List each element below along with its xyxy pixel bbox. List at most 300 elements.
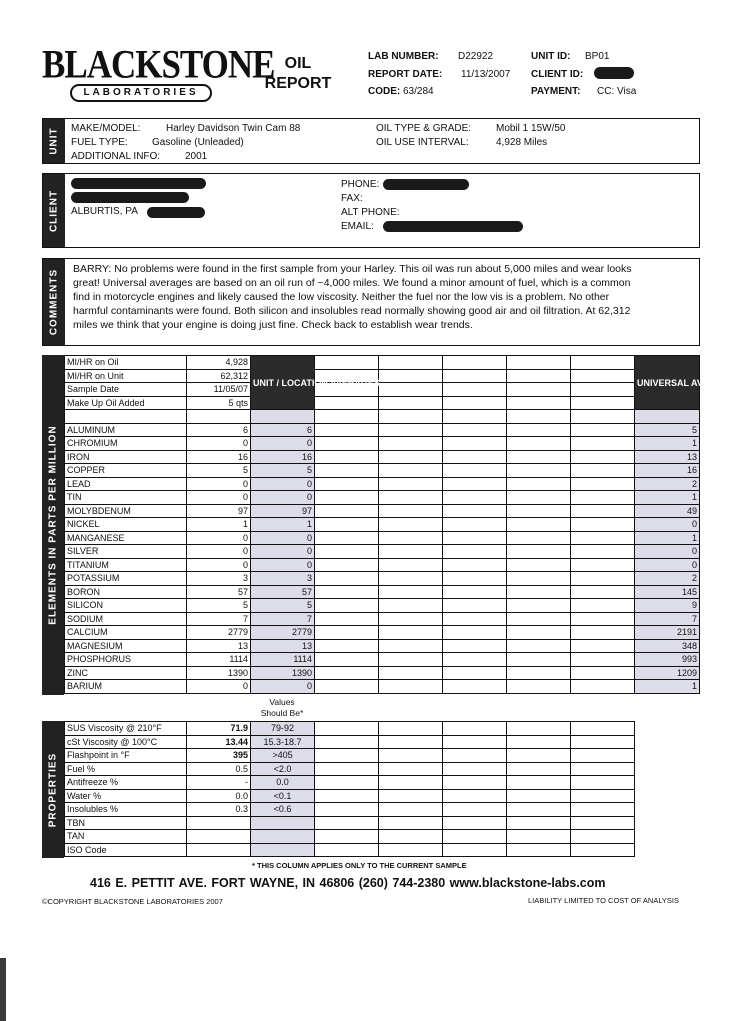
history-cell — [315, 830, 379, 844]
client-sidebar — [43, 174, 65, 247]
logo-main-text: BLACKSTONE — [42, 41, 275, 87]
history-cell — [507, 383, 571, 397]
element-value: 0 — [187, 545, 251, 559]
unit-average: 6 — [251, 423, 315, 437]
info-value: 62,312 — [187, 369, 251, 383]
table-row — [65, 585, 700, 599]
history-cell — [315, 477, 379, 491]
history-cell — [571, 464, 635, 478]
history-cell — [315, 572, 379, 586]
unit-average: 1114 — [251, 653, 315, 667]
history-cell — [379, 762, 443, 776]
client-id-redaction — [594, 67, 634, 79]
client-address-redaction — [71, 192, 189, 203]
history-cell — [507, 450, 571, 464]
scan-edge-mark — [0, 958, 6, 1021]
history-cell — [507, 776, 571, 790]
history-cell — [315, 803, 379, 817]
footnote: * THIS COLUMN APPLIES ONLY TO THE CURRENT SAMPLE — [252, 861, 467, 870]
history-cell — [571, 803, 635, 817]
history-cell — [379, 830, 443, 844]
history-cell — [379, 356, 443, 370]
history-cell — [571, 423, 635, 437]
element-value: 0 — [187, 491, 251, 505]
unit-average: 0 — [251, 477, 315, 491]
history-cell — [315, 558, 379, 572]
info-value: 11/05/07 — [187, 383, 251, 397]
element-name: MOLYBDENUM — [65, 504, 187, 518]
history-cell — [379, 789, 443, 803]
history-cell — [379, 653, 443, 667]
history-cell — [507, 423, 571, 437]
info-value: 4,928 — [187, 356, 251, 370]
history-cell — [379, 518, 443, 532]
history-cell — [571, 518, 635, 532]
history-cell — [443, 491, 507, 505]
element-name: PHOSPHORUS — [65, 653, 187, 667]
phone-redaction — [383, 179, 469, 190]
elements-sidebar — [42, 355, 64, 695]
table-row — [65, 464, 700, 478]
history-cell — [443, 830, 507, 844]
history-cell — [315, 396, 379, 410]
spacer-cell — [315, 410, 379, 424]
history-cell — [443, 585, 507, 599]
spacer-cell — [65, 410, 187, 424]
universal-average: 0 — [635, 545, 700, 559]
properties-sidebar — [42, 721, 64, 858]
history-cell — [379, 599, 443, 613]
history-cell — [443, 612, 507, 626]
unit-average: 97 — [251, 504, 315, 518]
property-value: - — [187, 776, 251, 790]
unit-average: 13 — [251, 639, 315, 653]
property-value: 0.5 — [187, 762, 251, 776]
unit-average: 0 — [251, 531, 315, 545]
spacer-cell — [571, 410, 635, 424]
history-cell — [571, 599, 635, 613]
history-cell — [379, 464, 443, 478]
history-cell — [571, 830, 635, 844]
element-name: SILVER — [65, 545, 187, 559]
history-cell — [443, 789, 507, 803]
history-cell — [571, 396, 635, 410]
history-cell — [443, 369, 507, 383]
element-value: 5 — [187, 464, 251, 478]
table-row — [65, 612, 700, 626]
values-header-line1: Values — [269, 697, 295, 707]
element-name: MANGANESE — [65, 531, 187, 545]
history-cell — [443, 518, 507, 532]
history-cell — [315, 450, 379, 464]
properties-table — [64, 721, 635, 857]
element-name: SODIUM — [65, 612, 187, 626]
history-cell — [379, 423, 443, 437]
history-cell — [379, 369, 443, 383]
history-cell — [315, 843, 379, 857]
element-value: 7 — [187, 612, 251, 626]
values-header-line2: Should Be* — [260, 708, 304, 718]
element-name: ALUMINUM — [65, 423, 187, 437]
history-cell — [379, 477, 443, 491]
client-section — [42, 173, 700, 248]
property-value: 71.9 — [187, 722, 251, 736]
unit-id-value: BP01 — [585, 51, 610, 62]
table-row — [65, 423, 700, 437]
history-cell — [507, 572, 571, 586]
info-value: 5 qts — [187, 396, 251, 410]
table-row — [65, 843, 635, 857]
client-id-label: CLIENT ID: — [531, 69, 584, 80]
history-cell — [315, 545, 379, 559]
history-cell — [507, 735, 571, 749]
oil-use-value: 4,928 Miles — [496, 137, 548, 148]
liability: LIABILITY LIMITED TO COST OF ANALYSIS — [528, 896, 680, 905]
history-cell — [507, 666, 571, 680]
history-cell — [379, 722, 443, 736]
history-cell — [315, 749, 379, 763]
property-label: TAN — [65, 830, 187, 844]
universal-average: 16 — [635, 464, 700, 478]
history-cell — [443, 735, 507, 749]
history-cell — [571, 383, 635, 397]
history-cell — [507, 504, 571, 518]
element-name: COPPER — [65, 464, 187, 478]
element-value: 0 — [187, 558, 251, 572]
universal-average: 1 — [635, 531, 700, 545]
element-name: SILICON — [65, 599, 187, 613]
info-label: Make Up Oil Added — [65, 396, 187, 410]
history-cell — [315, 666, 379, 680]
property-should-be — [251, 843, 315, 857]
history-cell — [443, 558, 507, 572]
history-cell — [507, 789, 571, 803]
report-title — [262, 54, 334, 94]
unit-average: 7 — [251, 612, 315, 626]
history-cell — [315, 437, 379, 451]
history-cell — [443, 803, 507, 817]
element-value: 1114 — [187, 653, 251, 667]
table-row — [65, 666, 700, 680]
property-label: ISO Code — [65, 843, 187, 857]
history-cell — [443, 423, 507, 437]
history-cell — [507, 396, 571, 410]
element-name: ZINC — [65, 666, 187, 680]
unit-section — [42, 118, 700, 164]
history-cell — [443, 816, 507, 830]
history-cell — [379, 680, 443, 694]
history-cell — [571, 666, 635, 680]
history-cell — [379, 639, 443, 653]
history-cell — [571, 531, 635, 545]
unit-average: 16 — [251, 450, 315, 464]
history-cell — [571, 626, 635, 640]
history-cell — [379, 437, 443, 451]
info-label: MI/HR on Unit — [65, 369, 187, 383]
property-label: Antifreeze % — [65, 776, 187, 790]
universal-average: 0 — [635, 518, 700, 532]
history-cell — [571, 491, 635, 505]
info-row — [65, 396, 700, 410]
history-cell — [507, 830, 571, 844]
property-should-be — [251, 830, 315, 844]
history-cell — [315, 735, 379, 749]
universal-average: 2 — [635, 477, 700, 491]
lab-number-label: LAB NUMBER: — [368, 51, 439, 62]
client-city: ALBURTIS, PA — [71, 206, 138, 217]
history-cell — [571, 776, 635, 790]
history-cell — [507, 803, 571, 817]
history-cell — [315, 639, 379, 653]
spacer-cell — [507, 410, 571, 424]
fuel-type-value: Gasoline (Unleaded) — [152, 137, 244, 148]
table-row — [65, 518, 700, 532]
universal-average: 5 — [635, 423, 700, 437]
element-name: CALCIUM — [65, 626, 187, 640]
property-should-be — [251, 816, 315, 830]
table-row — [65, 816, 635, 830]
report-date-label: REPORT DATE: — [368, 69, 443, 80]
oil-use-label: OIL USE INTERVAL: — [376, 137, 469, 148]
history-cell — [571, 639, 635, 653]
history-cell — [379, 396, 443, 410]
history-cell — [379, 612, 443, 626]
history-cell — [379, 816, 443, 830]
universal-average: 13 — [635, 450, 700, 464]
history-cell — [443, 666, 507, 680]
history-cell — [571, 437, 635, 451]
table-row — [65, 504, 700, 518]
property-value — [187, 830, 251, 844]
client-name-redaction — [71, 178, 206, 189]
history-cell — [379, 383, 443, 397]
history-cell — [443, 599, 507, 613]
property-should-be: >405 — [251, 749, 315, 763]
client-section-label: CLIENT — [48, 189, 60, 232]
table-row — [65, 639, 700, 653]
history-cell — [507, 558, 571, 572]
property-label: Fuel % — [65, 762, 187, 776]
property-label: SUS Viscosity @ 210°F — [65, 722, 187, 736]
spacer-cell — [635, 410, 700, 424]
property-value: 13.44 — [187, 735, 251, 749]
table-row — [65, 749, 635, 763]
element-name: POTASSIUM — [65, 572, 187, 586]
history-cell — [443, 680, 507, 694]
table-row — [65, 545, 700, 559]
fuel-type-label: FUEL TYPE: — [71, 137, 128, 148]
table-row — [65, 531, 700, 545]
history-cell — [443, 639, 507, 653]
universal-average: 1 — [635, 491, 700, 505]
unit-id-label: UNIT ID: — [531, 51, 571, 62]
history-cell — [571, 762, 635, 776]
history-cell — [507, 816, 571, 830]
history-cell — [571, 504, 635, 518]
element-name: TITANIUM — [65, 558, 187, 572]
element-value: 0 — [187, 531, 251, 545]
element-value: 1 — [187, 518, 251, 532]
alt-phone-label: ALT PHONE: — [341, 207, 400, 218]
lab-number-value: D22922 — [458, 51, 494, 62]
footer-address: 416 E. PETTIT AVE. FORT WAYNE, IN 46806 (260) 744-2380 www.blackstone-labs.com — [90, 876, 606, 890]
unit-section-label: UNIT — [48, 127, 60, 155]
payment-value: CC: Visa — [597, 86, 637, 97]
history-cell — [571, 843, 635, 857]
history-cell — [507, 545, 571, 559]
history-cell — [571, 816, 635, 830]
history-cell — [571, 722, 635, 736]
element-value: 6 — [187, 423, 251, 437]
history-cell — [379, 666, 443, 680]
table-row — [65, 762, 635, 776]
history-cell — [315, 680, 379, 694]
table-row — [65, 680, 700, 694]
history-cell — [571, 585, 635, 599]
unit-average: 5 — [251, 464, 315, 478]
history-cell — [443, 437, 507, 451]
element-name: TIN — [65, 491, 187, 505]
info-label: Sample Date — [65, 383, 187, 397]
history-cell — [315, 491, 379, 505]
history-cell — [571, 612, 635, 626]
client-zip-redaction — [147, 207, 205, 218]
history-cell — [379, 545, 443, 559]
element-name: IRON — [65, 450, 187, 464]
history-cell — [507, 639, 571, 653]
history-cell — [507, 599, 571, 613]
universal-average: 7 — [635, 612, 700, 626]
code-value: 63/284 — [403, 86, 434, 97]
history-cell — [507, 477, 571, 491]
universal-average: 2191 — [635, 626, 700, 640]
unit-average: 1390 — [251, 666, 315, 680]
property-should-be: <0.1 — [251, 789, 315, 803]
history-cell — [571, 735, 635, 749]
history-cell — [379, 531, 443, 545]
history-cell — [443, 450, 507, 464]
element-value: 1390 — [187, 666, 251, 680]
report-date-value: 11/13/2007 — [461, 69, 511, 80]
property-value: 0.3 — [187, 803, 251, 817]
history-cell — [379, 776, 443, 790]
element-name: CHROMIUM — [65, 437, 187, 451]
table-row — [65, 477, 700, 491]
history-cell — [315, 504, 379, 518]
copyright: ©COPYRIGHT BLACKSTONE LABORATORIES 2007 — [42, 897, 223, 906]
spacer-row — [65, 410, 700, 424]
history-cell — [379, 803, 443, 817]
unit-average: 57 — [251, 585, 315, 599]
history-cell — [507, 491, 571, 505]
history-cell — [507, 843, 571, 857]
email-redaction — [383, 221, 523, 232]
info-row — [65, 356, 700, 370]
history-cell — [443, 722, 507, 736]
element-value: 5 — [187, 599, 251, 613]
element-name: MAGNESIUM — [65, 639, 187, 653]
elements-section-label: ELEMENTS IN PARTS PER MILLION — [47, 425, 59, 625]
history-cell — [443, 653, 507, 667]
spacer-cell — [251, 410, 315, 424]
code-label: CODE: — [368, 86, 401, 97]
unit-average: 5 — [251, 599, 315, 613]
unit-average: 0 — [251, 545, 315, 559]
history-cell — [443, 464, 507, 478]
spacer-cell — [443, 410, 507, 424]
oil-type-value: Mobil 1 15W/50 — [496, 123, 566, 134]
history-cell — [443, 356, 507, 370]
table-row — [65, 653, 700, 667]
property-value: 395 — [187, 749, 251, 763]
history-cell — [443, 749, 507, 763]
property-value: 0.0 — [187, 789, 251, 803]
history-cell — [443, 762, 507, 776]
universal-average: 9 — [635, 599, 700, 613]
property-value — [187, 843, 251, 857]
history-cell — [507, 585, 571, 599]
unit-average: 2779 — [251, 626, 315, 640]
universal-average: 1 — [635, 437, 700, 451]
comments-section-label: COMMENTS — [48, 268, 60, 336]
unit-average: 0 — [251, 680, 315, 694]
blackstone-logo — [42, 41, 275, 106]
history-cell — [315, 762, 379, 776]
history-cell — [379, 626, 443, 640]
info-label: MI/HR on Oil — [65, 356, 187, 370]
history-cell — [507, 749, 571, 763]
property-should-be: <0.6 — [251, 803, 315, 817]
table-row — [65, 437, 700, 451]
elements-table — [64, 355, 741, 694]
history-cell — [571, 369, 635, 383]
history-cell — [315, 531, 379, 545]
history-cell — [443, 531, 507, 545]
history-cell — [507, 680, 571, 694]
info-row — [65, 369, 700, 383]
unit-average: 3 — [251, 572, 315, 586]
universal-average: 145 — [635, 585, 700, 599]
property-should-be: 0.0 — [251, 776, 315, 790]
history-cell — [507, 531, 571, 545]
history-cell — [571, 545, 635, 559]
property-should-be: <2.0 — [251, 762, 315, 776]
spacer-cell — [187, 410, 251, 424]
make-model-value: Harley Davidson Twin Cam 88 — [166, 123, 301, 134]
comments-sidebar — [43, 259, 65, 345]
history-cell — [379, 572, 443, 586]
property-should-be: 79-92 — [251, 722, 315, 736]
report-title-line2: REPORT — [264, 75, 332, 92]
unit-sidebar — [43, 119, 65, 163]
history-cell — [507, 464, 571, 478]
element-value: 0 — [187, 680, 251, 694]
history-cell — [379, 735, 443, 749]
table-row — [65, 491, 700, 505]
history-cell — [571, 477, 635, 491]
info-row — [65, 383, 700, 397]
history-cell — [507, 653, 571, 667]
history-cell — [379, 504, 443, 518]
universal-average: 348 — [635, 639, 700, 653]
universal-average: 49 — [635, 504, 700, 518]
table-row — [65, 599, 700, 613]
additional-info-value: 2001 — [185, 151, 208, 162]
history-cell — [507, 626, 571, 640]
history-cell — [571, 653, 635, 667]
properties-section-label: PROPERTIES — [47, 752, 59, 827]
history-cell — [507, 722, 571, 736]
